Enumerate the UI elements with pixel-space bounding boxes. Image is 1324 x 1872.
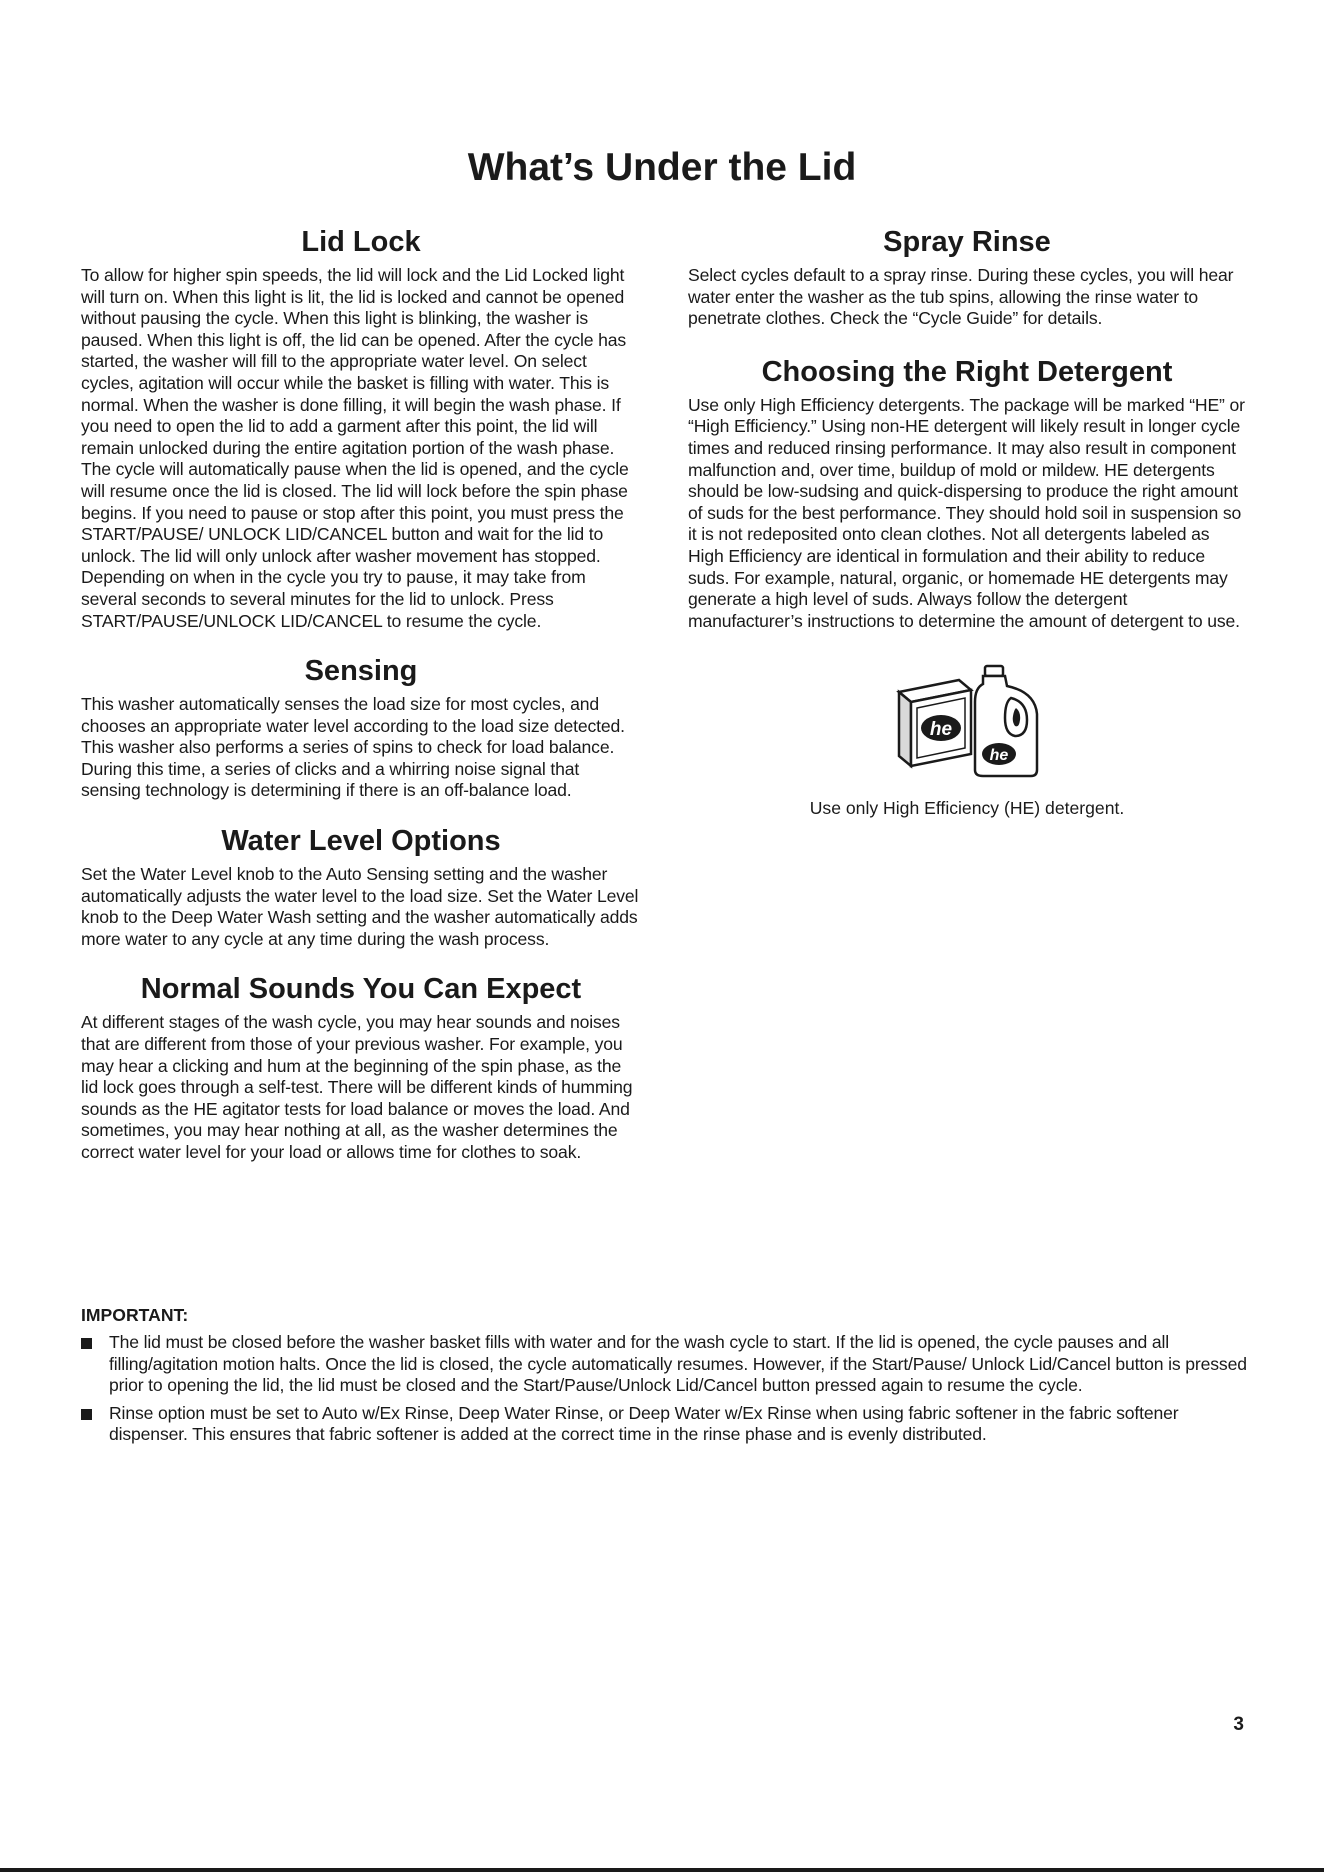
normal-sounds-section [81, 975, 641, 1163]
water-level-section [81, 827, 641, 950]
section-body: Select cycles default to a spray rinse. During these cycles, you will hear water enter the washer as the tub spins, allowing the rinse water to penetrate clothes. Check the “Cycle Guide” for details. [688, 265, 1234, 329]
he-logo-text-bottle: he [989, 747, 1009, 765]
detergent-section [688, 355, 1246, 633]
right-column [688, 228, 1246, 819]
page-title: What’s Under the Lid [467, 146, 857, 189]
section-body: To allow for higher spin speeds, the lid will lock and the Lid Locked light will turn on. When this light is lit, the lid is locked and cannot be opened without pausing the cycle. When this light is blinking, the washer is paused. When this light is off, the lid can be opened. After the cycle has started, the washer will fill to the appropriate water level. On select cycles, agitation will occur while the basket is filling with water. This is normal. When the washer is done filling, it will begin the wash phase. If you need to open the lid to add a garment after this point, the lid will remain unlocked during the entire agitation portion of the wash phase. The cycle will automatically pause when the lid is opened, and the cycle will resume once the lid is closed. The lid will lock before the spin phase begins. If you need to pause or stop after this point, you must press the START/PAUSE/ UNLOCK LID/CANCEL button and wait for the lid to unlock. The lid will only unlock after washer movement has stopped. Depending on when in the cycle you try to pause, it may take from several seconds to several minutes for the lid to unlock. Press START/PAUSE/UNLOCK LID/CANCEL to resume the cycle. [81, 265, 629, 631]
important-list [81, 1332, 1256, 1446]
section-body: Set the Water Level knob to the Auto Sensing setting and the washer automatically adjusts the water level to the load size. Set the Water Level knob to the Deep Water Wash setting and the washer automatically adds more water to any cycle at any time during the wash process. [81, 864, 639, 949]
square-bullet-icon [81, 1338, 92, 1349]
section-title: Normal Sounds You Can Expect [140, 973, 582, 1006]
illustration-caption: Use only High Efficiency (HE) detergent. [809, 798, 1125, 819]
he-logo-text-box: he [929, 719, 953, 741]
important-label: IMPORTANT: [81, 1305, 189, 1325]
section-body: Use only High Efficiency detergents. The package will be marked “HE” or “High Efficiency.” Using non-HE detergent will likely result in longer cycle times and reduced rinsing performance. It may also result in component malfunction and, over time, buildup of mold or mildew. HE detergents should be low-sudsing and quick-dispersing to produce the right amount of suds for the best performance. They should hold soil in suspension so it is not redeposited onto clean clothes. Not all detergents labeled as High Efficiency are identical in formulation and their ability to reduce suds. For example, natural, organic, or homemade HE detergents may generate a high level of suds. Always follow the detergent manufacturer’s instructions to determine the amount of detergent to use. [688, 394, 1245, 631]
page-number: 3 [1233, 1714, 1244, 1735]
sensing-section [81, 657, 641, 802]
he-detergent-icon [887, 662, 1047, 780]
section-body: At different stages of the wash cycle, you may hear sounds and noises that are different from those of your previous washer. For example, you may hear a clicking and hum at the beginning of the spin phase, as the lid lock goes through a self-test. There will be different kinds of humming sounds as the HE agitator tests for load balance or moves the load. And sometimes, you may hear nothing at all, as the washer determines the correct water level for your load or allows time for clothes to soak. [81, 1012, 633, 1162]
list-item [81, 1403, 1256, 1446]
important-notes [81, 1305, 1256, 1452]
section-title: Choosing the Right Detergent [761, 355, 1173, 388]
section-title: Spray Rinse [883, 226, 1051, 258]
section-body: This washer automatically senses the load size for most cycles, and chooses an appropriate water level according to the load size detected. This washer also performs a series of spins to check for load balance. During this time, a series of clicks and a whirring noise signal that sensing technology is determining if there is an off-balance load. [81, 694, 625, 801]
section-title: Water Level Options [221, 825, 501, 858]
section-title: Sensing [304, 655, 418, 688]
he-detergent-illustration [688, 662, 1246, 819]
left-column [81, 228, 641, 1164]
bottom-rule [0, 1868, 1324, 1872]
lid-lock-section [81, 228, 641, 632]
square-bullet-icon [81, 1409, 92, 1420]
list-item [81, 1332, 1256, 1397]
spray-rinse-section [688, 228, 1246, 330]
list-item-text: Rinse option must be set to Auto w/Ex Rinse, Deep Water Rinse, or Deep Water w/Ex Rinse when using fabric softener in the fabric softener dispenser. This ensures that fabric softener is added at the correct time in the rinse phase and is evenly distributed. [109, 1402, 1179, 1445]
list-item-text: The lid must be closed before the washer basket fills with water and for the wash cycle to start. If the lid is opened, the cycle pauses and all filling/agitation motion halts. Once the lid is closed, the cycle automatically resumes. However, if the Start/Pause/ Unlock Lid/Cancel button is pressed prior to opening the lid, the lid must be closed and the Start/Pause/Unlock Lid/Cancel button pressed again to resume the cycle. [109, 1332, 1247, 1396]
section-title: Lid Lock [301, 226, 421, 258]
